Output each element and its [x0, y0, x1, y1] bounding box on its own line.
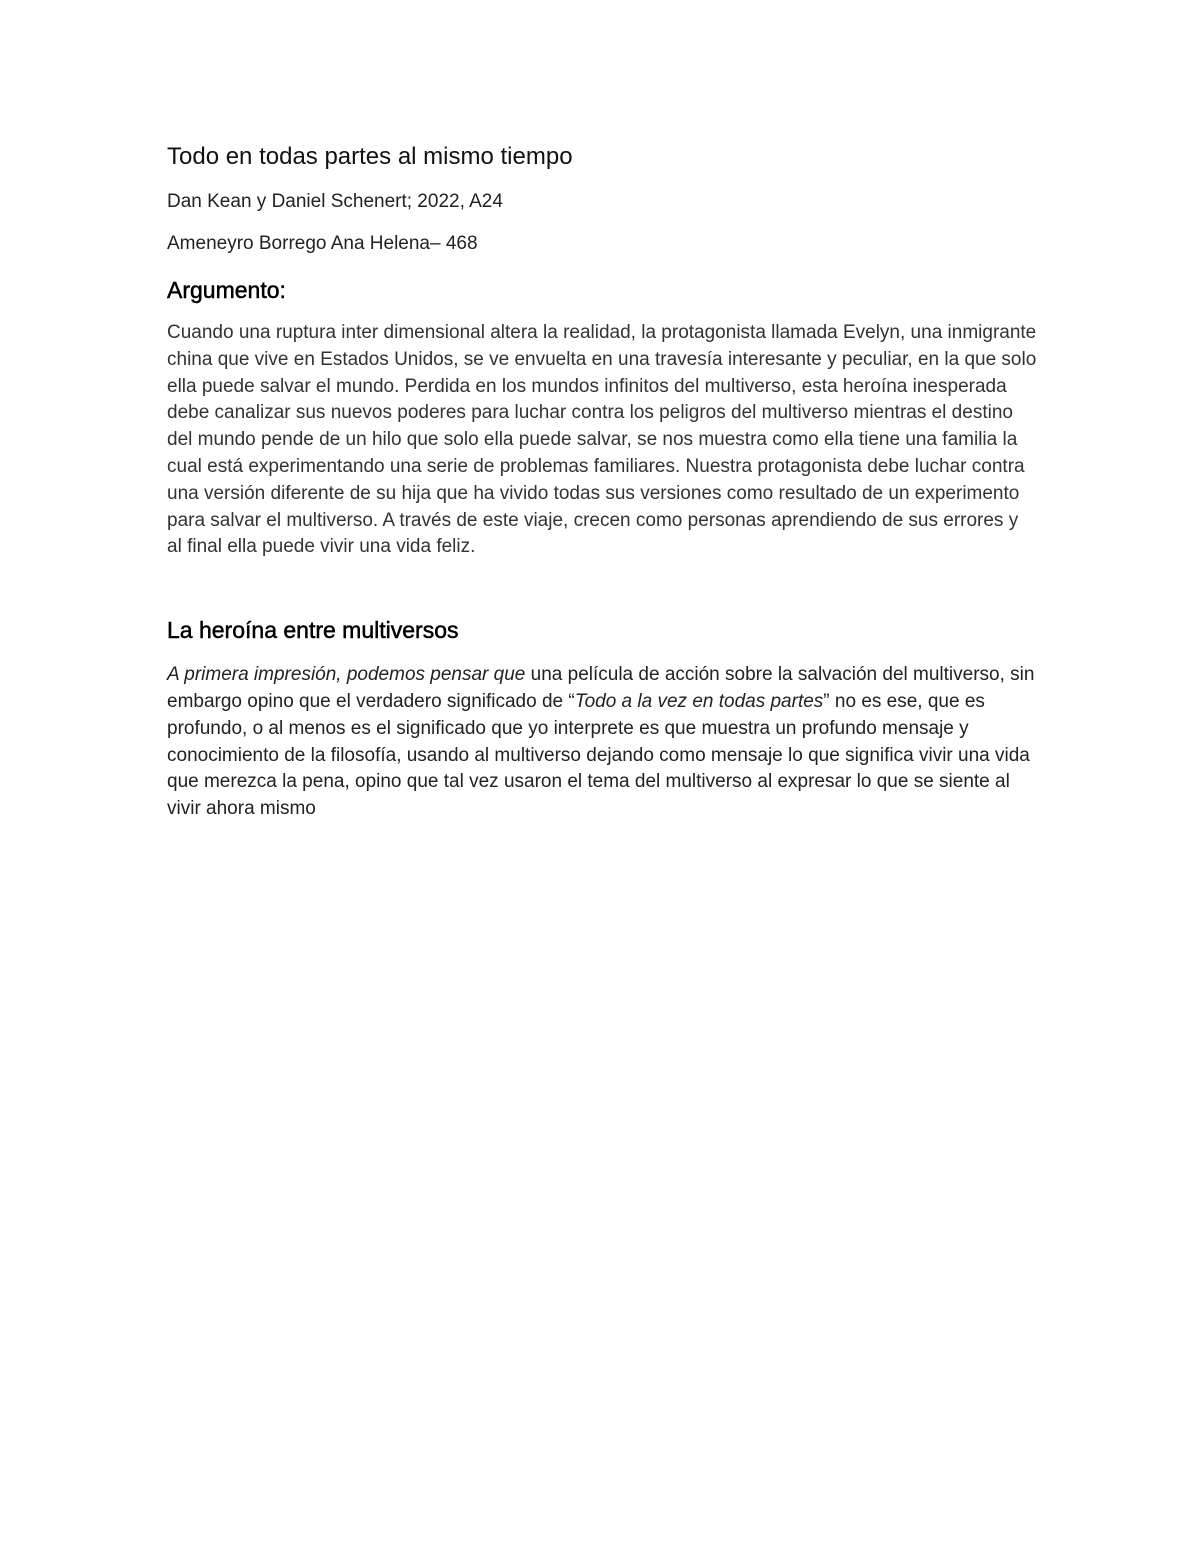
- document-page: [167, 140, 1037, 823]
- document-title: Todo en todas partes al mismo tiempo: [167, 143, 573, 170]
- paragraph-text-1: una película de acción sobre la salvación del multiverso, sin embargo opino que el verdadero significado de “: [167, 664, 1035, 712]
- student-line: Ameneyro Borrego Ana Helena– 468: [167, 233, 478, 254]
- italic-lead: A primera impresión, podemos pensar que: [167, 664, 526, 686]
- argumento-paragraph: Cuando una ruptura inter dimensional altera la realidad, la protagonista llamada Evelyn, una inmigrante china que vive en Estados Unidos, se ve envuelta en una travesía interesante y peculiar, en la que solo ella puede salvar el mundo. Perdida en los mundos infinitos del multiverso, esta heroína inesperada debe canalizar sus nuevos poderes para luchar contra los peligros del multiverso mientras el destino del mundo pende de un hilo que solo ella puede salvar, se nos muestra como ella tiene una familia la cual está experimentando una serie de problemas familiares. Nuestra protagonista debe luchar contra una versión diferente de su hija que ha vivido todas sus versiones como resultado de un experimento para salvar el multiverso. A través de este viaje, crecen como personas aprendiendo de sus errores y al final ella puede vivir una vida feliz.: [167, 322, 1037, 558]
- section-heading-heroina: La heroína entre multiversos: [167, 617, 459, 644]
- paragraph-text-2: ” no es ese, que es profundo, o al menos es el significado que yo interprete es que muestra un profundo mensaje y conocimiento de la filosofía, usando al multiverso dejando como mensaje lo que significa vivir una vida que merezca la pena, opino que tal vez usaron el tema del multiverso al expresar lo que se siente al vivir ahora mismo: [167, 690, 1030, 820]
- heroina-paragraph: [167, 662, 1037, 823]
- italic-film-title: Todo a la vez en todas partes: [574, 690, 824, 712]
- section-heading-argumento: Argumento:: [167, 277, 286, 303]
- authors-line: Dan Kean y Daniel Schenert; 2022, A24: [167, 191, 503, 212]
